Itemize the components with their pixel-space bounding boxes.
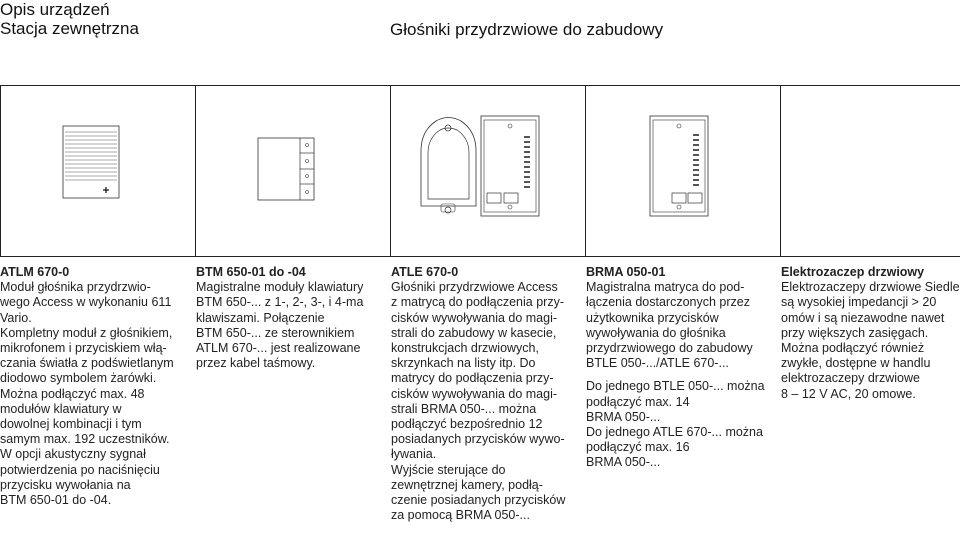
- text-line: BRMA 050-...: [586, 455, 661, 470]
- column-title: BRMA 050-01: [586, 265, 666, 279]
- text-line: 8 – 12 V AC, 20 omowe.: [781, 386, 916, 401]
- section-heading: [0, 0, 139, 38]
- btm-keypad-module-illustration: [196, 86, 390, 256]
- column-atle: [391, 265, 581, 523]
- column-title: ATLE 670-0: [391, 265, 459, 279]
- text-line: mikrofonem i przyciskiem włą-: [0, 341, 167, 356]
- text-line: Magistralne moduły klawiatury: [196, 280, 364, 295]
- text-line: przy większych zasięgach.: [781, 325, 929, 340]
- text-line: BRMA 050-...: [586, 409, 661, 424]
- image-cell-atle: [390, 85, 586, 257]
- text-line: konstrukcjach drzwiowych,: [391, 341, 539, 356]
- text-line: zewnętrznej kamery, podłą-: [391, 477, 543, 492]
- text-line: wego Access w wykonaniu 611: [0, 295, 172, 310]
- text-line: dowolnej kombinacji i tym: [0, 417, 142, 432]
- image-cell-brma: [585, 85, 781, 257]
- text-line: Wyjście sterujące do: [391, 462, 506, 477]
- paragraph-gap: [586, 371, 776, 379]
- text-line: posiadanych przycisków wywo-: [391, 432, 565, 447]
- text-line: skrzynkach na listy itp. Do: [391, 356, 536, 371]
- text-line: BTM 650-01 do -04.: [0, 493, 112, 508]
- column-btm: [196, 265, 386, 371]
- text-line: czenie posiadanych przycisków: [391, 493, 566, 508]
- text-line: za pomocą BRMA 050-...: [391, 508, 530, 523]
- text-line: cisków wywoływania do magi-: [391, 310, 558, 325]
- column-title: ATLM 670-0: [0, 265, 70, 279]
- text-line: Głośniki przydrzwiowe Access: [391, 280, 558, 295]
- text-line: z matrycą do podłączenia przy-: [391, 295, 564, 310]
- text-line: W opcji akustyczny sygnał: [0, 447, 146, 462]
- column-title: BTM 650-01 do -04: [196, 265, 306, 279]
- column-brma: [586, 265, 776, 471]
- text-line: BTM 650-... z 1-, 2-, 3-, i 4-ma: [196, 295, 364, 310]
- text-line: przydrzwiowego do zabudowy: [586, 341, 753, 356]
- text-line: Moduł głośnika przydrzwio-: [0, 280, 151, 295]
- text-line: cisków wywoływania do magi-: [391, 386, 558, 401]
- text-line: potwierdzenia po naciśnięciu: [0, 462, 160, 477]
- column-title: Elektrozaczep drzwiowy: [781, 265, 925, 279]
- text-line: Elektrozaczepy drzwiowe Siedle: [781, 280, 960, 295]
- image-cell-atlm: [0, 85, 196, 257]
- text-line: elektrozaczepy drzwiowe: [781, 371, 920, 386]
- text-line: przycisku wywołania na: [0, 477, 131, 492]
- text-line: są wysokiej impedancji > 20: [781, 295, 937, 310]
- text-line: Magistralna matryca do pod-: [586, 280, 745, 295]
- text-line: matrycy do podłączenia przy-: [391, 371, 554, 386]
- text-line: Do jednego ATLE 670-... można: [586, 425, 763, 440]
- product-image-grid: [0, 85, 960, 257]
- text-line: Można podłączyć max. 48: [0, 386, 145, 401]
- heading-line-2: Stacja zewnętrzna: [0, 19, 139, 38]
- text-line: Można podłączyć również: [781, 341, 925, 356]
- text-line: ływania.: [391, 447, 437, 462]
- heading-line-1: Opis urządzeń: [0, 0, 110, 19]
- text-line: czania światła z podświetlanym: [0, 356, 174, 371]
- subsection-heading: Głośniki przydrzwiowe do zabudowy: [390, 20, 664, 39]
- column-atlm: [0, 265, 190, 508]
- text-line: Kompletny moduł z głośnikiem,: [0, 325, 173, 340]
- text-line: podłączyć max. 14: [586, 394, 690, 409]
- text-line: ATLM 670-... jest realizowane: [196, 341, 361, 356]
- brma-bus-matrix-illustration: [586, 86, 780, 256]
- text-line: BTLE 050-.../ATLE 670-...: [586, 356, 729, 371]
- text-line: samym max. 192 uczestników.: [0, 432, 170, 447]
- text-line: Do jednego BTLE 050-... można: [586, 379, 765, 394]
- text-line: łączenia dostarczonych przez: [586, 295, 750, 310]
- text-line: omów i są niezawodne nawet: [781, 310, 945, 325]
- image-cell-door-opener: [780, 85, 960, 257]
- text-line: diodowo symbolem żarówki.: [0, 371, 157, 386]
- text-line: klawiszami. Połączenie: [196, 310, 325, 325]
- text-line: przez kabel taśmowy.: [196, 356, 316, 371]
- text-line: podłączyć bezpośrednio 12: [391, 417, 543, 432]
- atlm-speaker-module-illustration: [1, 86, 195, 256]
- column-door-opener: [781, 265, 960, 402]
- image-cell-btm: [195, 85, 391, 257]
- text-line: Vario.: [0, 310, 32, 325]
- text-line: wywoływania do głośnika: [586, 325, 726, 340]
- text-line: strali do zabudowy w kasecie,: [391, 325, 557, 340]
- text-line: zwykłe, dostępne w handlu: [781, 356, 931, 371]
- text-line: podłączyć max. 16: [586, 440, 690, 455]
- text-line: użytkownika przycisków: [586, 310, 719, 325]
- text-line: modułów klawiatury w: [0, 401, 122, 416]
- text-line: BTM 650-... ze sterownikiem: [196, 325, 355, 340]
- text-line: strali BRMA 050-... można: [391, 401, 537, 416]
- atle-speaker-matrix-illustration: [391, 86, 585, 256]
